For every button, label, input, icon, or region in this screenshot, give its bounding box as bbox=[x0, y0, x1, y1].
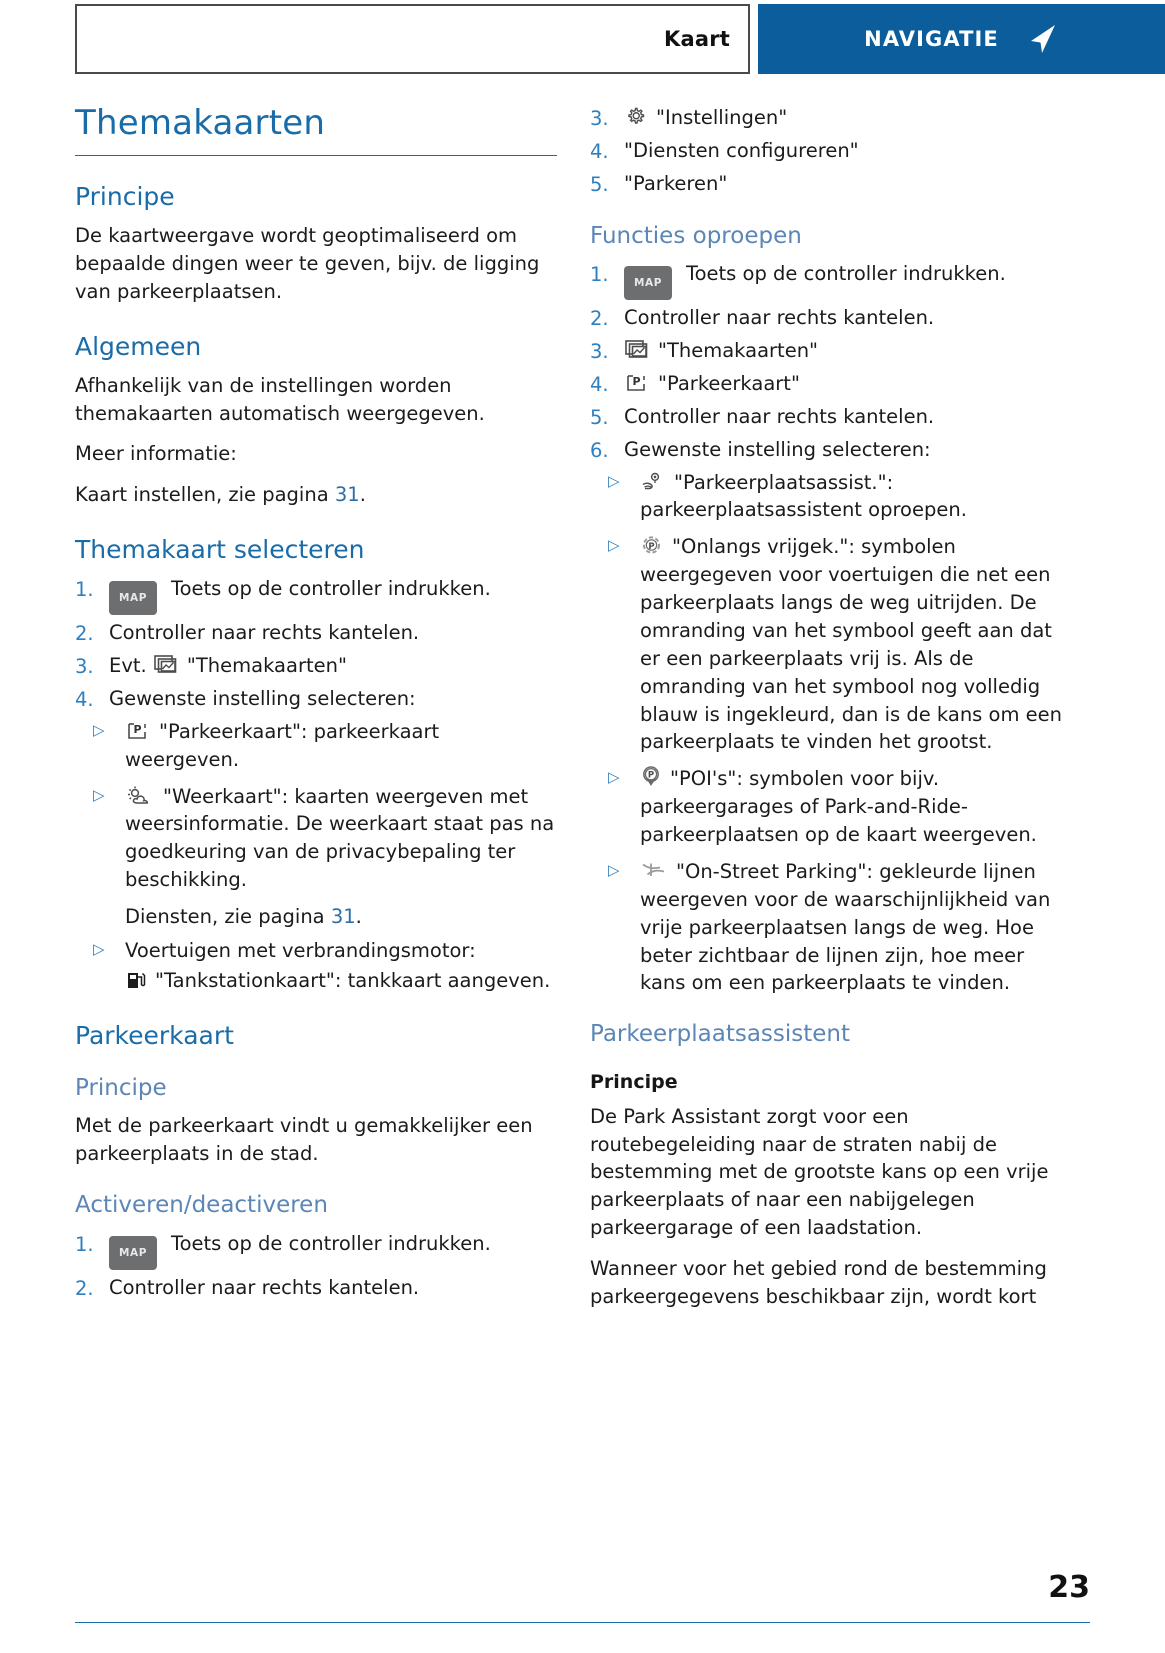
step-item bbox=[75, 685, 557, 714]
step-number: 5. bbox=[590, 405, 609, 429]
bullet-text-wrap bbox=[640, 533, 1072, 756]
svg-text:P: P bbox=[647, 770, 655, 781]
steps-continued bbox=[590, 104, 1072, 199]
svg-text:P: P bbox=[648, 542, 655, 553]
step-text-wrap bbox=[624, 104, 1072, 132]
step-text: Gewenste instelling selecteren: bbox=[109, 686, 416, 710]
heading-principe: Principe bbox=[75, 182, 175, 212]
weather-map-icon bbox=[125, 785, 155, 807]
theme-maps-icon bbox=[624, 339, 650, 361]
step-text: Controller naar rechts kantelen. bbox=[109, 1275, 420, 1299]
step-item bbox=[590, 170, 1072, 199]
bullets-functies-options bbox=[590, 469, 1072, 998]
reference-page-link[interactable]: 31 bbox=[330, 905, 356, 929]
navigation-arrow-icon bbox=[1025, 22, 1059, 56]
paragraph-principe: De kaartweergave wordt geoptimaliseerd om bepaalde dingen weer te geven, bijv. de ligging van parkeerplaatsen. bbox=[75, 224, 540, 303]
bullet-text-wrap bbox=[640, 469, 1072, 525]
gear-icon bbox=[624, 106, 648, 128]
bullet-text: "Parkeerkaart": parkeerkaart weergeven. bbox=[125, 719, 440, 771]
reference-suffix: . bbox=[359, 483, 366, 507]
bullet-item bbox=[590, 765, 1072, 849]
step-number: 2. bbox=[590, 307, 609, 331]
step-number: 6. bbox=[590, 438, 609, 462]
step-text: Toets op de controller indrukken. bbox=[686, 262, 1006, 286]
footer-rule bbox=[75, 1622, 1090, 1623]
step-number: 4. bbox=[75, 687, 94, 711]
right-column bbox=[590, 76, 1072, 1324]
bullet-text: "Weerkaart": kaarten weergeven met weersinformatie. De weerkaart staat pas na goedkeuring van de privacybepaling ter beschikking. bbox=[125, 784, 555, 892]
step-number: 3. bbox=[590, 340, 609, 364]
heading-activeren-deactiveren: Activeren/deactiveren bbox=[75, 1192, 328, 1219]
bullet-item bbox=[75, 783, 557, 895]
page-body bbox=[0, 76, 1165, 1576]
svg-text:P: P bbox=[133, 722, 142, 736]
bullet-item bbox=[75, 718, 557, 774]
step-item bbox=[75, 575, 557, 615]
reference-suffix: . bbox=[355, 905, 362, 929]
steps-functies-oproepen bbox=[590, 260, 1072, 464]
bullet-item bbox=[590, 533, 1072, 756]
reference-diensten bbox=[125, 903, 557, 931]
step-text: "Instellingen" bbox=[656, 106, 788, 129]
step-number: 1. bbox=[75, 578, 94, 602]
recently-vacated-icon bbox=[640, 535, 664, 557]
bullet-text: "POI's": symbolen voor bijv. parkeergarages of Park-and-Ride-parkeerplaatsen op de kaart weergeven. bbox=[640, 767, 1037, 847]
step-item bbox=[590, 304, 1072, 333]
bullet-text: "Onlangs vrijgek.": symbolen weergegeven voor voertuigen die net een parkeerplaats langs de weg uitrijden. De omranding van het symbool geeft aan dat er een parkeerplaats vrij is. Als de omranding van het symbool nog volledig blauw is ingekleurd, dan is de kans om een parkeerplaats te vinden het grootst. bbox=[640, 535, 1063, 754]
heading-parkeerplaatsassistent: Parkeerplaatsassistent bbox=[590, 1021, 851, 1048]
step-text: Toets op de controller indrukken. bbox=[171, 577, 491, 601]
step-text: "Diensten configureren" bbox=[624, 138, 859, 162]
bullet-spacer bbox=[75, 903, 125, 906]
bullet-text-wrap bbox=[640, 765, 1072, 849]
step-number: 3. bbox=[590, 107, 609, 130]
page-header bbox=[0, 0, 1165, 76]
step-prefix: Evt. bbox=[109, 654, 147, 678]
triangle-bullet-icon: ▷ bbox=[608, 860, 620, 879]
parking-map-icon bbox=[624, 372, 650, 394]
step-item bbox=[75, 1274, 557, 1303]
heading-parkeerkaart: Parkeerkaart bbox=[75, 1020, 234, 1050]
page-footer bbox=[0, 1560, 1165, 1653]
reference-kaart-instellen bbox=[75, 481, 557, 509]
triangle-bullet-icon: ▷ bbox=[608, 768, 620, 787]
parking-assistant-icon bbox=[640, 471, 666, 493]
step-text: "Themakaarten" bbox=[186, 654, 347, 678]
step-item bbox=[75, 652, 557, 681]
bullet-text-wrap bbox=[125, 718, 557, 774]
bullet-text: Voertuigen met verbrandingsmotor: bbox=[125, 938, 476, 962]
step-number: 2. bbox=[75, 622, 94, 646]
bullet-sub-text: "Tankstationkaart": tankkaart aangeven. bbox=[155, 968, 551, 992]
step-text-wrap bbox=[624, 370, 1072, 398]
bullet-sub-text-wrap bbox=[125, 967, 557, 995]
step-item bbox=[590, 337, 1072, 366]
reference-text: Kaart instellen, zie pagina bbox=[75, 483, 335, 507]
chapter-rule bbox=[75, 155, 557, 156]
step-number: 3. bbox=[75, 655, 94, 679]
left-column bbox=[75, 76, 557, 1307]
bullet-note-row bbox=[75, 903, 557, 931]
step-text: Toets op de controller indrukken. bbox=[171, 1231, 491, 1255]
step-item bbox=[590, 436, 1072, 465]
parking-map-icon bbox=[125, 720, 151, 742]
navigation-title: NAVIGATIE bbox=[864, 27, 999, 51]
chapter-title: Themakaarten bbox=[75, 103, 326, 143]
step-item bbox=[590, 370, 1072, 399]
step-item bbox=[590, 403, 1072, 432]
step-item bbox=[590, 137, 1072, 166]
step-number: 2. bbox=[75, 1276, 94, 1300]
step-text: "Parkeerkaart" bbox=[658, 371, 800, 395]
paragraph-parkeerkaart-principe: Met de parkeerkaart vindt u gemakkelijker een parkeerplaats in de stad. bbox=[75, 1114, 533, 1166]
step-text: Controller naar rechts kantelen. bbox=[624, 404, 935, 428]
bullet-subrow bbox=[75, 967, 557, 995]
step-item bbox=[75, 619, 557, 648]
label-meer-informatie: Meer informatie: bbox=[75, 442, 237, 466]
paragraph-assistent-1: De Park Assistant zorgt voor een routebegeleiding naar de straten nabij de bestemming met de grootste kans op een vrije parkeerplaats of naar een nabijgelegen parkeergarage of een laadstation. bbox=[590, 1104, 1049, 1240]
poi-pin-icon bbox=[640, 765, 662, 789]
step-item bbox=[75, 1230, 557, 1270]
step-text-wrap bbox=[109, 575, 557, 615]
paragraph-assistent-2: Wanneer voor het gebied rond de bestemming parkeergegevens beschikbaar zijn, wordt kort bbox=[590, 1257, 1047, 1308]
steps-themakaart-selecteren bbox=[75, 575, 557, 714]
heading-assistent-principe: Principe bbox=[590, 1070, 678, 1093]
bullet-text: "Parkeerplaatsassist.": parkeerplaatsassistent oproepen. bbox=[640, 470, 967, 522]
bullet-item bbox=[590, 858, 1072, 997]
step-text-wrap bbox=[624, 260, 1072, 300]
step-number: 4. bbox=[590, 139, 609, 163]
paragraph-algemeen: Afhankelijk van de instellingen worden themakaarten automatisch weergegeven. bbox=[75, 373, 485, 425]
step-number: 1. bbox=[75, 1232, 94, 1256]
heading-functies-oproepen: Functies oproepen bbox=[590, 222, 802, 249]
step-number: 1. bbox=[590, 263, 609, 287]
step-item bbox=[590, 260, 1072, 300]
map-key-button[interactable]: MAP bbox=[624, 266, 672, 300]
step-text: "Themakaarten" bbox=[658, 339, 819, 363]
section-label: Kaart bbox=[663, 27, 730, 51]
step-text-wrap bbox=[109, 1230, 557, 1270]
reference-text: Diensten, zie pagina bbox=[125, 905, 331, 929]
bullets-themakaart-options bbox=[75, 718, 557, 995]
fuel-pump-icon bbox=[125, 969, 147, 991]
triangle-bullet-icon: ▷ bbox=[608, 471, 620, 490]
bullet-item bbox=[590, 469, 1072, 525]
step-number: 4. bbox=[590, 372, 609, 396]
step-text-wrap bbox=[624, 337, 1072, 365]
triangle-bullet-icon: ▷ bbox=[93, 720, 105, 739]
navigation-banner bbox=[758, 4, 1165, 74]
bullet-spacer bbox=[75, 967, 125, 970]
triangle-bullet-icon: ▷ bbox=[608, 536, 620, 555]
page-number: 23 bbox=[1048, 1570, 1090, 1605]
section-label-box bbox=[75, 4, 750, 74]
bullet-text: "On-Street Parking": gekleurde lijnen weergeven voor de waarschijnlijkheid van vrije parkeerplaatsen langs de weg. Hoe beter zichtbaar de lijnen zijn, hoe meer kans om een parkeerplaats te vinden. bbox=[640, 859, 1051, 995]
reference-page-link[interactable]: 31 bbox=[334, 483, 360, 507]
step-number: 5. bbox=[590, 172, 609, 196]
triangle-bullet-icon: ▷ bbox=[93, 785, 105, 804]
on-street-parking-icon bbox=[640, 860, 668, 882]
map-key-button[interactable]: MAP bbox=[109, 1236, 157, 1270]
step-text: Controller naar rechts kantelen. bbox=[624, 306, 935, 330]
step-item bbox=[590, 104, 1072, 133]
heading-parkeerkaart-principe: Principe bbox=[75, 1074, 167, 1101]
step-text: Gewenste instelling selecteren: bbox=[624, 437, 931, 461]
map-key-button[interactable]: MAP bbox=[109, 581, 157, 615]
step-text: "Parkeren" bbox=[624, 171, 728, 195]
theme-maps-icon bbox=[153, 654, 179, 676]
bullet-item bbox=[75, 937, 557, 965]
bullet-text-wrap bbox=[640, 858, 1072, 997]
triangle-bullet-icon: ▷ bbox=[93, 939, 105, 958]
step-text-wrap bbox=[109, 652, 557, 680]
heading-algemeen: Algemeen bbox=[75, 331, 202, 361]
bullet-text-wrap bbox=[125, 783, 557, 895]
heading-themakaart-selecteren: Themakaart selecteren bbox=[75, 535, 365, 565]
steps-activeren-deactiveren bbox=[75, 1230, 557, 1303]
svg-text:P: P bbox=[632, 374, 641, 388]
step-text: Controller naar rechts kantelen. bbox=[109, 621, 420, 645]
